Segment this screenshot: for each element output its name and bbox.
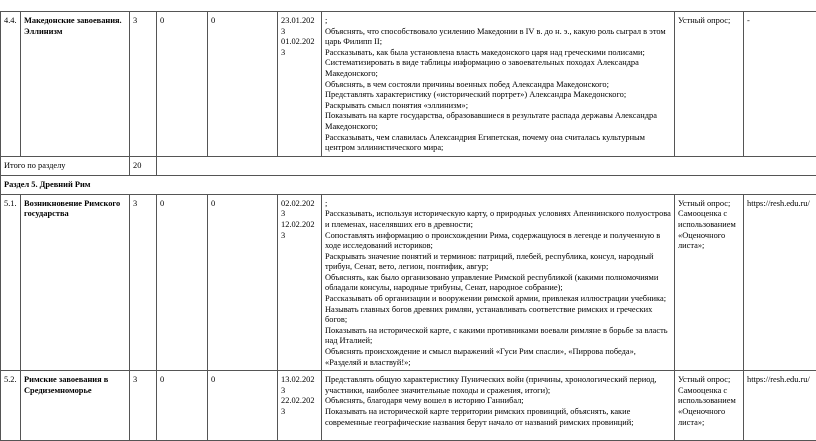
hours-practice: 0 — [208, 371, 278, 441]
section-header-row — [1, 175, 816, 194]
activity-line: Объяснять, в чем состояли причины военных побед Александра Македонского; — [325, 80, 671, 91]
control-line: использованием — [678, 220, 740, 231]
topic-title: Возникновение Римского государства — [21, 194, 130, 371]
activity-line: Раскрывать значение понятий и терминов: патриций, плебей, республика, консул, народный — [325, 252, 671, 263]
control-line: Самооценка с — [678, 386, 740, 397]
study-dates — [278, 12, 322, 157]
activity-line: Македонского; — [325, 69, 671, 80]
date-start: 02.02.2023 — [281, 199, 318, 220]
activity-line: «Разделяй и властвуй!»; — [325, 358, 671, 369]
activity-line: Объяснять, как было организовано управление Римской республикой (какими полномочиями — [325, 273, 671, 284]
activity-line: над Италией; — [325, 336, 671, 347]
activity-line: Рассказывать, чем славилась Александрия Египетская, почему она считалась культурным — [325, 133, 671, 144]
activity-line: и племенах, населявших его в древности; — [325, 220, 671, 231]
activity-line: Рассказывать, как была установлена власть македонского царя над греческими полисами; — [325, 48, 671, 59]
activity-line: Раскрывать смысл понятия «эллинизм»; — [325, 101, 671, 112]
activity-line: Объяснять происхождение и смысл выражений «Гуси Рим спасли», «Пиррова победа», — [325, 347, 671, 358]
activity-line: участники, наиболее значительные походы и сражения, итоги); — [325, 386, 671, 397]
control-line: «Оценочного — [678, 231, 740, 242]
row-number: 5.2. — [1, 371, 21, 441]
study-dates — [278, 371, 322, 441]
resources: - — [744, 12, 816, 157]
activity-line: Македонского; — [325, 122, 671, 133]
activities-cell — [322, 371, 675, 441]
table-row-5-1 — [1, 194, 816, 371]
date-start: 13.02.2023 — [281, 375, 318, 396]
control-line: Самооценка с — [678, 209, 740, 220]
date-start: 23.01.2023 — [281, 16, 318, 37]
activity-line: Представлять характеристику («исторический портрет») Александра Македонского; — [325, 90, 671, 101]
activity-line: царь Филипп II; — [325, 37, 671, 48]
control-line: Устный опрос; — [678, 199, 740, 210]
subtotal-value: 20 — [130, 156, 157, 175]
resources-link[interactable]: https://resh.edu.ru/ — [744, 371, 816, 441]
hours-tests: 0 — [157, 12, 208, 157]
control-line: использованием — [678, 396, 740, 407]
control-form — [675, 194, 744, 371]
activities-cell — [322, 12, 675, 157]
subtotal-label: Итого по разделу — [1, 156, 130, 175]
control-line: «Оценочного — [678, 407, 740, 418]
activity-line: ; — [325, 16, 671, 27]
resources-link[interactable]: https://resh.edu.ru/ — [744, 194, 816, 371]
activity-line: обладали консулы, народные трибуны, Сенат, народное собрание); — [325, 283, 671, 294]
activity-line: Сопоставлять информацию о происхождении Рима, содержащуюся в легенде и полученную в — [325, 231, 671, 242]
activity-line: трибун, Сенат, вето, легион, понтифик, авгур; — [325, 262, 671, 273]
curriculum-table — [0, 11, 816, 441]
hours-total: 3 — [130, 371, 157, 441]
activity-line: Рассказывать об организации и вооружении римской армии, привлекая иллюстрации учебника; — [325, 294, 671, 305]
control-form — [675, 371, 744, 441]
activity-line: современные географические названия берут начало от названий римских провинций; — [325, 418, 671, 429]
hours-practice: 0 — [208, 194, 278, 371]
activity-line: Объяснять, благодаря чему вошел в историю Ганнибал; — [325, 396, 671, 407]
hours-tests: 0 — [157, 194, 208, 371]
control-line: Устный опрос; — [678, 375, 740, 386]
study-dates — [278, 194, 322, 371]
control-form: Устный опрос; — [675, 12, 744, 157]
activity-line: Называть главных богов древних римлян, устанавливать соответствие римских и греческих богов; — [325, 305, 671, 326]
control-line: листа»; — [678, 241, 740, 252]
activity-line: Представлять общую характеристику Пунических войн (причины, хронологический период, — [325, 375, 671, 386]
section-subtotal-row — [1, 156, 816, 175]
section-title: Раздел 5. Древний Рим — [1, 175, 816, 194]
activity-line: Рассказывать, используя историческую карту, о природных условиях Апеннинского полуострова — [325, 209, 671, 220]
table-row-5-2 — [1, 371, 816, 441]
hours-total: 3 — [130, 12, 157, 157]
activity-line: Объяснять, что способствовало усилению Македонии в IV в. до н. э., какую роль сыграл в этом — [325, 27, 671, 38]
topic-title: Македонские завоевания. Эллинизм — [21, 12, 130, 157]
activity-line: ходе исследований историков; — [325, 241, 671, 252]
activity-line: Систематизировать в виде таблицы информацию о завоевательных походах Александра — [325, 58, 671, 69]
hours-tests: 0 — [157, 371, 208, 441]
hours-total: 3 — [130, 194, 157, 371]
table-row-4-4 — [1, 12, 816, 157]
control-line: листа»; — [678, 418, 740, 429]
activity-line: ; — [325, 199, 671, 210]
activity-line: Показывать на исторической карте, с какими противниками воевали римляне в борьбе за власть — [325, 326, 671, 337]
date-end: 22.02.2023 — [281, 396, 318, 417]
row-number: 4.4. — [1, 12, 21, 157]
date-end: 01.02.2023 — [281, 37, 318, 58]
row-number: 5.1. — [1, 194, 21, 371]
activity-line: Показывать на исторической карте территории римских провинций, объяснять, какие — [325, 407, 671, 418]
subtotal-empty — [157, 156, 816, 175]
activity-line: центром эллинистического мира; — [325, 143, 671, 154]
hours-practice: 0 — [208, 12, 278, 157]
activity-line: Показывать на карте государства, образовавшиеся в результате распада державы Александра — [325, 111, 671, 122]
date-end: 12.02.2023 — [281, 220, 318, 241]
topic-title: Римские завоевания в Средиземноморье — [21, 371, 130, 441]
activities-cell — [322, 194, 675, 371]
